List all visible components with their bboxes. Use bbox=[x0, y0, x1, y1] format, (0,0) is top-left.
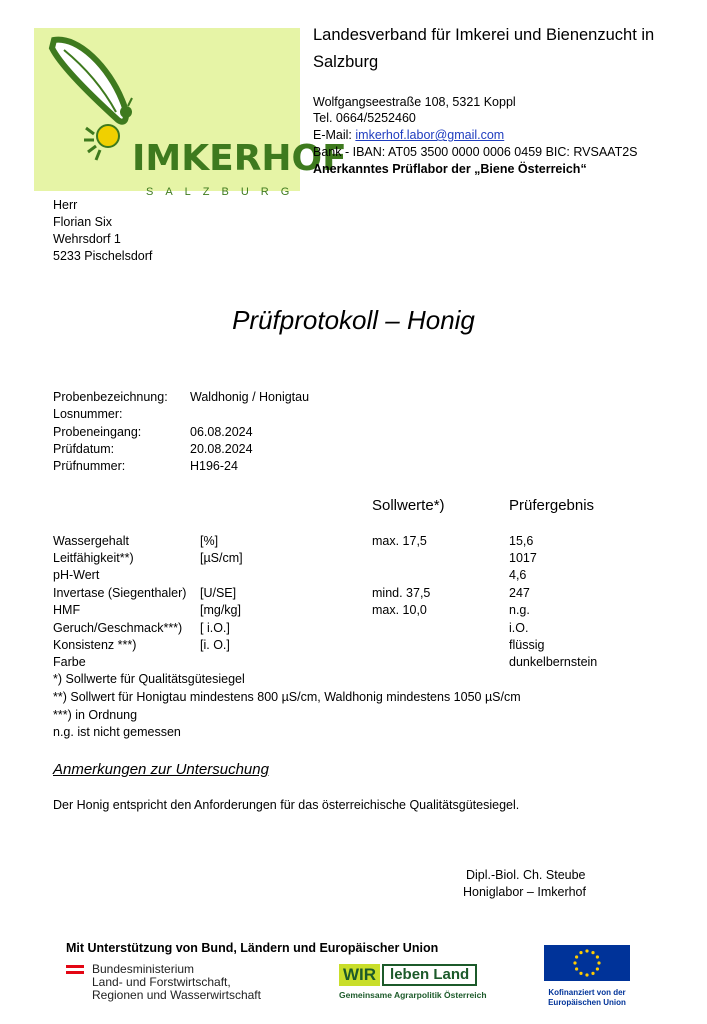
info-value: Waldhonig / Honigtau bbox=[190, 390, 310, 404]
remarks-text: Der Honig entspricht den Anforderungen für das österreichische Qualitätsgütesiegel. bbox=[53, 798, 520, 812]
param-target: max. 17,5 bbox=[372, 534, 427, 548]
param-result: 1017 bbox=[509, 551, 537, 565]
signature-name: Dipl.-Biol. Ch. Steube bbox=[466, 868, 586, 882]
email-label: E-Mail: bbox=[313, 128, 356, 142]
param-unit: [U/SE] bbox=[200, 586, 237, 600]
param-result: dunkelbernstein bbox=[509, 655, 598, 669]
param-unit: [i. O.] bbox=[200, 638, 230, 652]
info-label: Probenbezeichnung: bbox=[53, 390, 168, 404]
info-value: 20.08.2024 bbox=[190, 442, 253, 456]
eu-text-line2: Europäischen Union bbox=[548, 998, 626, 1007]
ministry-line: Land- und Forstwirtschaft, bbox=[92, 975, 231, 989]
footnote: ***) in Ordnung bbox=[53, 708, 138, 722]
org-email-line bbox=[313, 127, 504, 143]
wir-logo-left: WIR bbox=[339, 964, 380, 986]
recipient-city: 5233 Pischelsdorf bbox=[53, 249, 153, 263]
email-link[interactable]: imkerhof.labor@gmail.com bbox=[355, 128, 505, 142]
org-accreditation: Anerkanntes Prüflabor der „Biene Österreich“ bbox=[313, 162, 587, 176]
info-value: 06.08.2024 bbox=[190, 425, 253, 439]
logo-wordmark: IMKERHOF bbox=[132, 138, 347, 179]
signature-role: Honiglabor – Imkerhof bbox=[463, 885, 586, 899]
param-target: max. 10,0 bbox=[372, 603, 427, 617]
test-result-header: Prüfergebnis bbox=[509, 497, 595, 514]
param-name: Konsistenz ***) bbox=[53, 638, 137, 652]
org-bank: Bank - IBAN: AT05 3500 0000 0006 0459 BIC: RVSAAT2S bbox=[313, 145, 638, 159]
document-title: Prüfprotokoll – Honig bbox=[232, 305, 475, 335]
param-name: pH-Wert bbox=[53, 568, 100, 582]
param-result: flüssig bbox=[509, 638, 545, 652]
param-result: 4,6 bbox=[509, 568, 527, 582]
wir-logo-right: leben Land bbox=[382, 964, 477, 986]
param-unit: [mg/kg] bbox=[200, 603, 241, 617]
recipient-salutation: Herr bbox=[53, 198, 78, 212]
param-unit: [%] bbox=[200, 534, 219, 548]
eu-flag-icon bbox=[544, 945, 630, 981]
param-result: 15,6 bbox=[509, 534, 534, 548]
param-result: n.g. bbox=[509, 603, 530, 617]
recipient-name: Florian Six bbox=[53, 215, 113, 229]
param-result: 247 bbox=[509, 586, 530, 600]
param-name: Invertase (Siegenthaler) bbox=[53, 586, 187, 600]
remarks-heading: Anmerkungen zur Untersuchung bbox=[53, 761, 269, 778]
info-value: H196-24 bbox=[190, 459, 238, 473]
param-unit: [ i.O.] bbox=[200, 621, 230, 635]
eu-cofunded-logo bbox=[544, 945, 630, 1007]
organization-name: Landesverband für Imkerei und Bienenzucht in Salzburg bbox=[313, 26, 655, 71]
ministry-line: Regionen und Wasserwirtschaft bbox=[92, 988, 261, 1002]
param-unit: [µS/cm] bbox=[200, 551, 243, 565]
info-label: Losnummer: bbox=[53, 407, 123, 421]
param-result: i.O. bbox=[509, 621, 529, 635]
ministry-line: Bundesministerium bbox=[92, 962, 195, 976]
param-target: mind. 37,5 bbox=[372, 586, 431, 600]
eu-text-line1: Kofinanziert von der bbox=[548, 988, 626, 997]
org-address: Wolfgangseestraße 108, 5321 Koppl bbox=[313, 95, 516, 109]
logo-subtitle: SALZBURG bbox=[146, 186, 302, 198]
param-name: HMF bbox=[53, 603, 81, 617]
param-name: Farbe bbox=[53, 655, 86, 669]
funding-statement: Mit Unterstützung von Bund, Ländern und Europäischer Union bbox=[66, 941, 439, 955]
wir-leben-land-logo bbox=[339, 963, 521, 1001]
param-name: Geruch/Geschmack***) bbox=[53, 621, 183, 635]
info-label: Probeneingang: bbox=[53, 425, 142, 439]
param-name: Leitfähigkeit**) bbox=[53, 551, 134, 565]
footnote: **) Sollwert für Honigtau mindestens 800 µS/cm, Waldhonig mindestens 1050 µS/cm bbox=[53, 690, 521, 704]
footnote: n.g. ist nicht gemessen bbox=[53, 725, 181, 739]
info-label: Prüfnummer: bbox=[53, 459, 126, 473]
target-values-header: Sollwerte*) bbox=[372, 497, 445, 514]
ministry-logo bbox=[66, 963, 261, 1002]
wir-logo-subtitle: Gemeinsame Agrarpolitik Österreich bbox=[339, 990, 487, 1000]
recipient-street: Wehrsdorf 1 bbox=[53, 232, 121, 246]
org-phone: Tel. 0664/5252460 bbox=[313, 111, 416, 125]
param-name: Wassergehalt bbox=[53, 534, 129, 548]
austria-flag-icon bbox=[66, 965, 84, 974]
info-label: Prüfdatum: bbox=[53, 442, 115, 456]
footnote: *) Sollwerte für Qualitätsgütesiegel bbox=[53, 672, 245, 686]
